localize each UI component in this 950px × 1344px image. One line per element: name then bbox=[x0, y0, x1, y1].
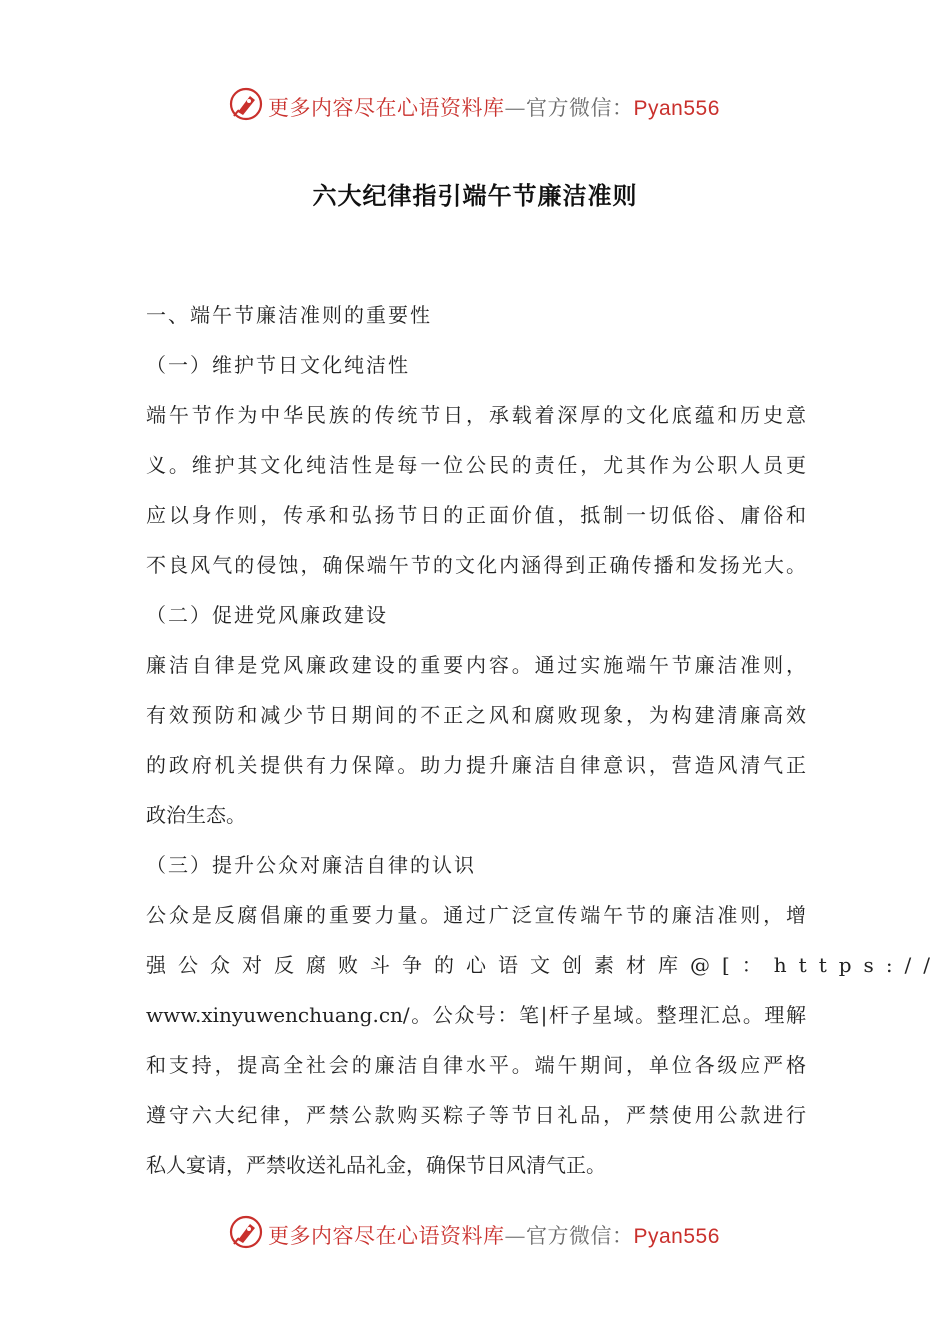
header-banner bbox=[0, 84, 950, 124]
body-line: 和支持，提高全社会的廉洁自律水平。端午期间，单位各级应严格 bbox=[146, 1053, 806, 1077]
banner-main-text: 更多内容尽在心语资料库 bbox=[268, 1224, 505, 1248]
banner-text bbox=[268, 1220, 720, 1250]
section-heading: 一、端午节廉洁准则的重要性 bbox=[146, 303, 432, 327]
body-line: 应以身作则，传承和弘扬节日的正面价值，抵制一切低俗、庸俗和 bbox=[146, 503, 806, 527]
body-line: 私人宴请，严禁收送礼品礼金，确保节日风清气正。 bbox=[146, 1153, 606, 1177]
body-line: www.xinyuwenchuang.cn/。公众号：笔|杆子星域。整理汇总。理解 bbox=[146, 1003, 806, 1027]
body-line: 公众是反腐倡廉的重要力量。通过广泛宣传端午节的廉洁准则，增 bbox=[146, 903, 806, 927]
banner-wechat-label: 官方微信： bbox=[526, 96, 634, 120]
banner-wechat-id: Pyan556 bbox=[633, 1225, 720, 1248]
body-line: 的政府机关提供有力保障。助力提升廉洁自律意识，营造风清气正 bbox=[146, 753, 806, 777]
banner-wechat-id: Pyan556 bbox=[633, 97, 720, 120]
body-line: 政治生态。 bbox=[146, 803, 246, 827]
body-line: 不良风气的侵蚀，确保端午节的文化内涵得到正确传播和发扬光大。 bbox=[146, 553, 806, 577]
body-line: 义。维护其文化纯洁性是每一位公民的责任，尤其作为公职人员更 bbox=[146, 453, 806, 477]
subsection-heading: （三）提升公众对廉洁自律的认识 bbox=[146, 853, 476, 877]
pen-nib-circle-icon bbox=[228, 1214, 264, 1250]
footer-banner bbox=[0, 1212, 950, 1252]
subsection-heading: （二）促进党风廉政建设 bbox=[146, 603, 388, 627]
body-line: 强公众对反腐败斗争的心语文创素材库@[：https:// bbox=[146, 953, 943, 977]
banner-wechat-label: 官方微信： bbox=[526, 1224, 634, 1248]
body-line: 端午节作为中华民族的传统节日，承载着深厚的文化底蕴和历史意 bbox=[146, 403, 806, 427]
banner-text bbox=[268, 92, 720, 122]
body-line: 遵守六大纪律，严禁公款购买粽子等节日礼品，严禁使用公款进行 bbox=[146, 1103, 806, 1127]
document-title: 六大纪律指引端午节廉洁准则 bbox=[312, 182, 638, 210]
pen-nib-circle-icon bbox=[228, 86, 264, 122]
body-line: 廉洁自律是党风廉政建设的重要内容。通过实施端午节廉洁准则， bbox=[146, 653, 806, 677]
body-line: 有效预防和减少节日期间的不正之风和腐败现象，为构建清廉高效 bbox=[146, 703, 806, 727]
banner-dash: — bbox=[504, 96, 526, 120]
document-body bbox=[146, 290, 943, 1190]
subsection-heading: （一）维护节日文化纯洁性 bbox=[146, 353, 410, 377]
banner-main-text: 更多内容尽在心语资料库 bbox=[268, 96, 505, 120]
banner-dash: — bbox=[504, 1224, 526, 1248]
